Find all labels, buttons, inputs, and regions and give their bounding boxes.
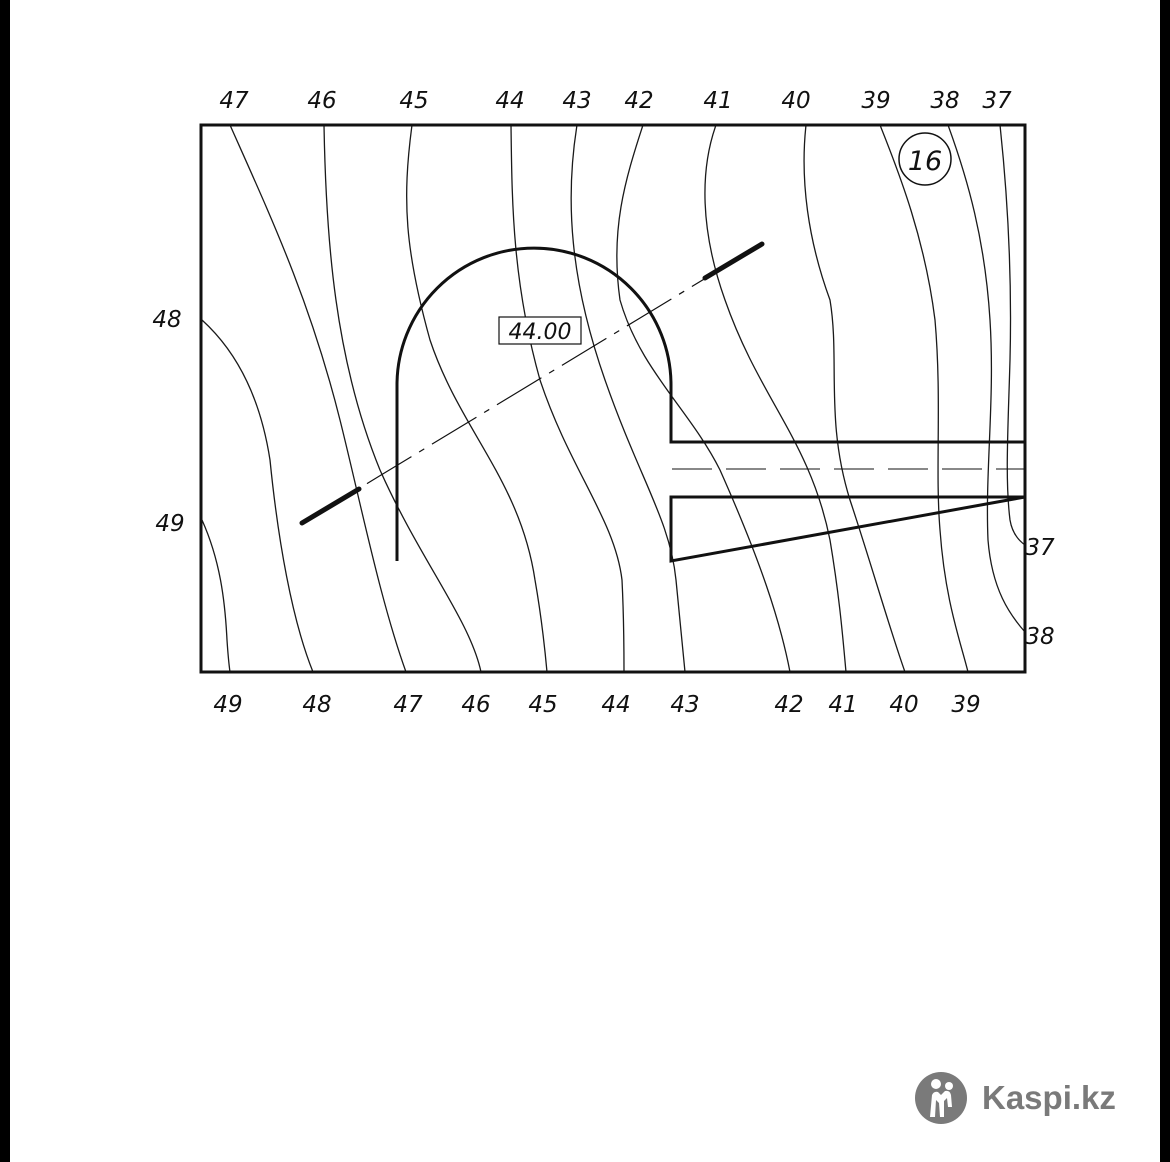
top-contour-label: 39 xyxy=(861,88,891,114)
contour-lines xyxy=(202,125,1025,672)
top-contour-label: 40 xyxy=(781,88,811,114)
task-number: 16 xyxy=(907,146,943,177)
contour-line-40 xyxy=(804,125,905,672)
contour-line-44 xyxy=(508,125,624,672)
contour-line-48 xyxy=(202,320,313,672)
right-contour-label: 37 xyxy=(1025,535,1055,561)
bottom-contour-label: 42 xyxy=(774,692,804,718)
bottom-contour-label: 44 xyxy=(601,692,631,718)
contour-line-43 xyxy=(571,125,685,672)
top-contour-label: 43 xyxy=(562,88,592,114)
bottom-contour-label: 45 xyxy=(528,692,558,718)
bottom-contour-labels xyxy=(213,692,980,718)
top-contour-labels xyxy=(219,88,1012,114)
contour-line-47 xyxy=(230,125,406,672)
contour-line-42 xyxy=(617,125,790,672)
drawing-frame xyxy=(201,125,1025,672)
bottom-contour-label: 49 xyxy=(213,692,243,718)
bottom-contour-label: 43 xyxy=(670,692,700,718)
contour-line-46 xyxy=(324,125,481,672)
right-contour-label: 38 xyxy=(1025,624,1055,650)
bottom-contour-label: 41 xyxy=(828,692,858,718)
elevation-mark: 44.00 xyxy=(508,320,572,345)
left-contour-label: 49 xyxy=(155,511,185,537)
top-contour-label: 37 xyxy=(982,88,1012,114)
top-contour-label: 41 xyxy=(703,88,733,114)
kaspi-brand-text: Kaspi.kz xyxy=(982,1079,1116,1116)
top-contour-label: 44 xyxy=(495,88,525,114)
contour-line-39 xyxy=(880,125,968,672)
bottom-contour-label: 46 xyxy=(461,692,491,718)
bottom-contour-label: 47 xyxy=(393,692,423,718)
contour-line-37 xyxy=(1000,125,1025,545)
section-end-mark-left xyxy=(302,489,359,523)
kaspi-logo-icon xyxy=(914,1071,968,1125)
top-contour-label: 45 xyxy=(399,88,429,114)
top-contour-label: 46 xyxy=(307,88,337,114)
left-contour-label: 48 xyxy=(152,307,182,333)
contour-line-41 xyxy=(705,125,846,672)
bottom-contour-label: 39 xyxy=(951,692,981,718)
top-contour-label: 47 xyxy=(219,88,249,114)
section-line xyxy=(302,244,762,523)
kaspi-watermark xyxy=(914,1070,1116,1126)
contour-line-45 xyxy=(407,125,547,672)
top-contour-label: 38 xyxy=(930,88,960,114)
contour-line-38 xyxy=(948,125,1025,632)
bottom-contour-label: 48 xyxy=(302,692,332,718)
contour-line-49 xyxy=(202,520,230,672)
bottom-contour-label: 40 xyxy=(889,692,919,718)
top-contour-label: 42 xyxy=(624,88,654,114)
